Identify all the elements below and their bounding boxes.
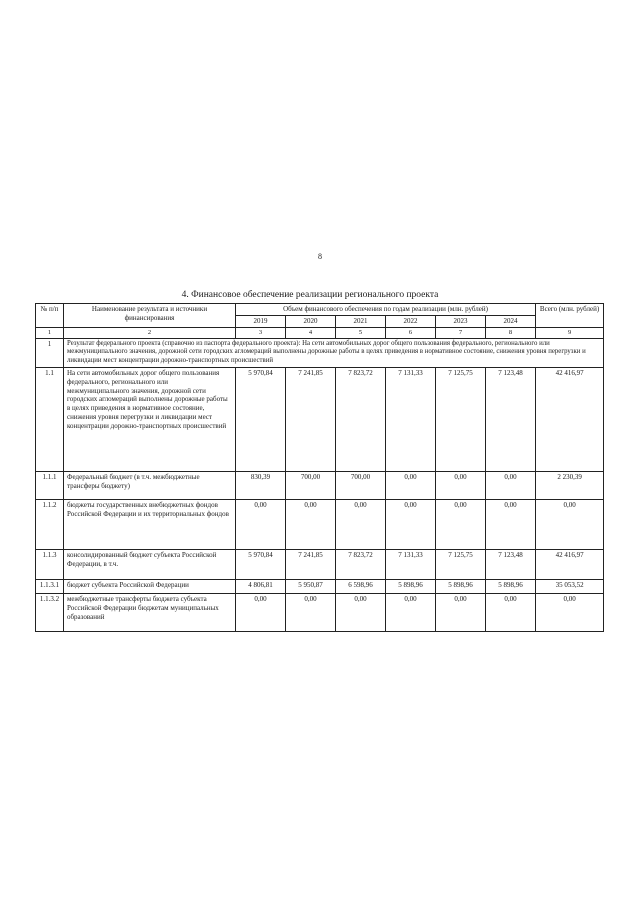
row-name: консолидированный бюджет субъекта Российской Федерации, в т.ч. (64, 550, 236, 580)
header-year: 2020 (286, 315, 336, 327)
page-number: 8 (318, 252, 322, 261)
row-num: 1.1.3.2 (36, 594, 64, 632)
header-num: № п/п (36, 304, 64, 328)
row-value: 7 241,85 (286, 368, 336, 472)
row-total: 0,00 (536, 594, 604, 632)
row-value: 5 898,96 (436, 580, 486, 594)
row-name: бюджеты государственных внебюджетных фондов Российской Федерации и их территориальных фондов (64, 500, 236, 550)
row-total: 0,00 (536, 500, 604, 550)
column-number: 6 (386, 327, 436, 338)
row-num: 1.1.1 (36, 472, 64, 500)
row-value: 7 823,72 (336, 550, 386, 580)
row-value: 0,00 (336, 594, 386, 632)
column-number: 4 (286, 327, 336, 338)
header-year: 2024 (486, 315, 536, 327)
header-year: 2021 (336, 315, 386, 327)
table-row (36, 550, 604, 580)
result-text: Результат федерального проекта (справочно из паспорта федерального проекта): На сети автомобильных дорог общего пользования федерального, регионального или межмуниципального значения, дорожной сети городских агломераций выполнены дорожные работы в целях приведения в нормативное состояние, снижения уровня перегрузки и ликвидации мест концентрации дорожно-транспортных происшествий (64, 338, 604, 367)
column-number: 2 (64, 327, 236, 338)
row-name: Федеральный бюджет (в т.ч. межбюджетные трансферы бюджету) (64, 472, 236, 500)
section-title: 4. Финансовое обеспечение реализации регионального проекта (181, 290, 439, 300)
row-value: 7 123,48 (486, 550, 536, 580)
row-total: 42 416,97 (536, 368, 604, 472)
table-row (36, 472, 604, 500)
row-value: 5 970,84 (236, 550, 286, 580)
header-volume: Объем финансового обеспечения по годам реализации (млн. рублей) (236, 304, 536, 316)
table-row (36, 368, 604, 472)
row-num: 1.1.2 (36, 500, 64, 550)
row-value: 7 131,33 (386, 368, 436, 472)
row-value: 0,00 (286, 500, 336, 550)
row-value: 5 898,96 (486, 580, 536, 594)
row-num: 1.1.3.1 (36, 580, 64, 594)
row-name: На сети автомобильных дорог общего пользования федерального, регионального или межмуниципального значения, дорожной сети городских агломераций выполнены дорожные работы в целях приведения в нормативное состояние, снижения уровня перегрузки и ликвидации мест концентрации дорожно-транспортных происшествий (64, 368, 236, 472)
row-num: 1.1 (36, 368, 64, 472)
row-value: 7 131,33 (386, 550, 436, 580)
row-value: 0,00 (236, 500, 286, 550)
row-value: 4 806,81 (236, 580, 286, 594)
row-value: 0,00 (486, 594, 536, 632)
header-year: 2019 (236, 315, 286, 327)
row-value: 0,00 (286, 594, 336, 632)
row-value: 7 125,75 (436, 368, 486, 472)
column-number: 5 (336, 327, 386, 338)
table-row (36, 580, 604, 594)
row-value: 0,00 (486, 500, 536, 550)
row-total: 35 053,52 (536, 580, 604, 594)
row-total: 42 416,97 (536, 550, 604, 580)
row-value: 0,00 (236, 594, 286, 632)
header-row (36, 304, 604, 316)
header-name: Наименование результата и источники финансирования (64, 304, 236, 328)
result-row (36, 338, 604, 367)
header-year: 2022 (386, 315, 436, 327)
row-value: 0,00 (436, 500, 486, 550)
row-value: 0,00 (336, 500, 386, 550)
table-row (36, 500, 604, 550)
header-year: 2023 (436, 315, 486, 327)
row-value: 7 823,72 (336, 368, 386, 472)
table-row (36, 594, 604, 632)
row-total: 2 230,39 (536, 472, 604, 500)
row-value: 5 898,96 (386, 580, 436, 594)
row-value: 0,00 (386, 594, 436, 632)
row-value: 0,00 (436, 594, 486, 632)
row-value: 6 598,96 (336, 580, 386, 594)
column-number: 3 (236, 327, 286, 338)
row-num: 1.1.3 (36, 550, 64, 580)
row-value: 0,00 (386, 472, 436, 500)
financing-table (35, 303, 604, 632)
column-numbers-row (36, 327, 604, 338)
row-value: 700,00 (286, 472, 336, 500)
row-name: бюджет субъекта Российской Федерации (64, 580, 236, 594)
row-value: 0,00 (486, 472, 536, 500)
column-number: 7 (436, 327, 486, 338)
row-value: 5 950,87 (286, 580, 336, 594)
column-number: 9 (536, 327, 604, 338)
column-number: 8 (486, 327, 536, 338)
row-value: 700,00 (336, 472, 386, 500)
row-value: 5 970,84 (236, 368, 286, 472)
row-value: 7 125,75 (436, 550, 486, 580)
row-value: 0,00 (436, 472, 486, 500)
header-total: Всего (млн. рублей) (536, 304, 604, 328)
column-number: 1 (36, 327, 64, 338)
row-value: 830,39 (236, 472, 286, 500)
row-value: 7 123,48 (486, 368, 536, 472)
result-num: 1 (36, 338, 64, 367)
row-value: 0,00 (386, 500, 436, 550)
row-name: межбюджетные трансферты бюджета субъекта Российской Федерации бюджетам муниципальных образований (64, 594, 236, 632)
row-value: 7 241,85 (286, 550, 336, 580)
